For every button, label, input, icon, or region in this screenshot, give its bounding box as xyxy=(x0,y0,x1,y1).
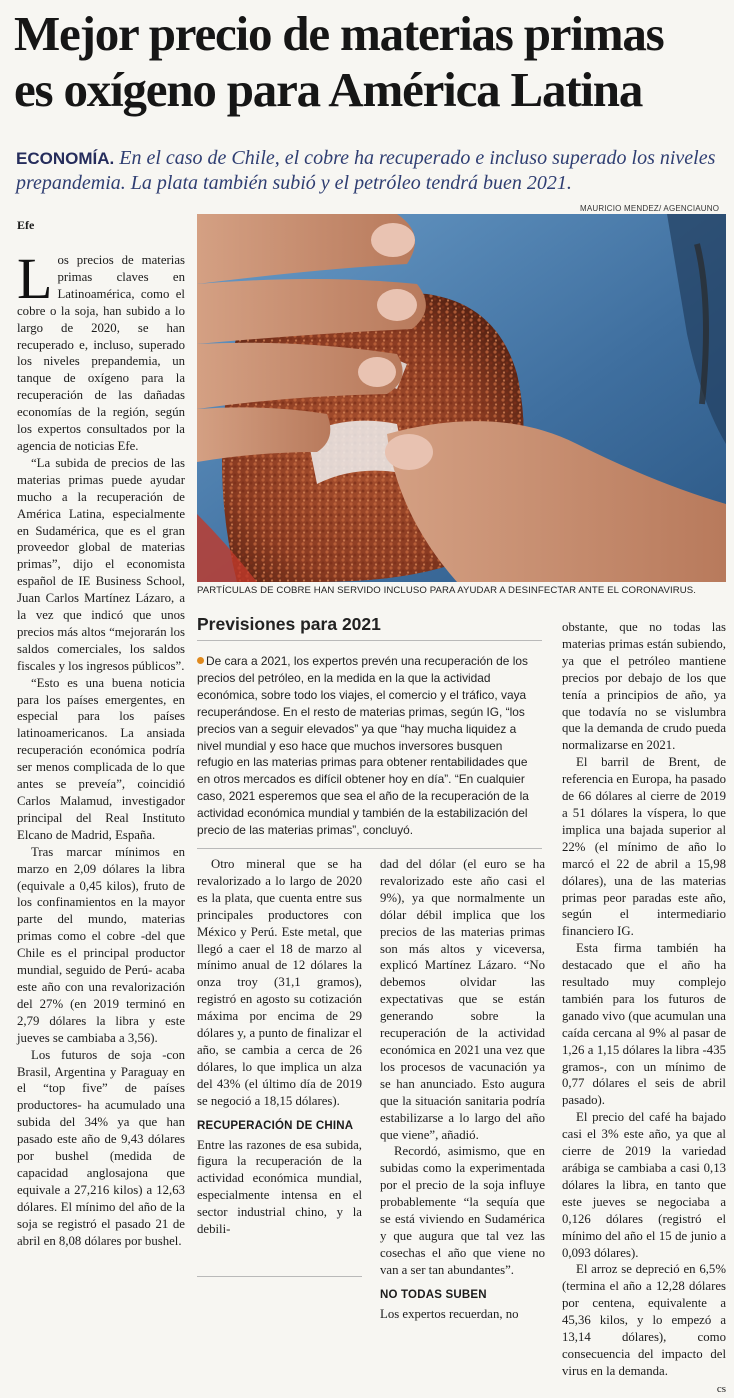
paragraph: El arroz se depreció en 6,5% (termina el año a 12,28 dólares por centena, equivalente a 45,36 kilos, y lo empezó a 13,14 dólares), como consecuencia del impacto del virus en la demanda. xyxy=(562,1262,726,1378)
article-photo xyxy=(197,214,726,582)
section-tag: ECONOMÍA. xyxy=(16,149,115,168)
headline-line-2: es oxígeno para América Latina xyxy=(14,62,643,117)
section-title: Previsiones para 2021 xyxy=(197,614,381,634)
column-4 xyxy=(562,619,726,1398)
paragraph: Los futuros de soja -con Brasil, Argentina y Paraguay en el “top five” de países productores- ha acumulado una subida del 34% ya que han pasado este año de 9,43 dólares por bushel (medida de capacidad anglosajona que equivale a 27,216 kilos) a 12,63 dólares. El mínimo del año de la soja se registró el pasado 21 de abril en 8,08 dólares por bushel. xyxy=(17,1047,185,1248)
paragraph: obstante, que no todas las materias primas están subiendo, ya que el petróleo mantiene precios por debajo de los que tenía a principios de año, ya que todavía no se vislumbra que la demanda de crudo pueda normalizarse en 2021. xyxy=(562,620,726,753)
paragraph: El precio del café ha bajado casi el 3% este año, ya que al cierre de 2019 la variedad arábiga se cambiaba a casi 0,13 dólares la libra, en tanto que este jueves se negociaba a 0,126 dólares (registró el mínimo del año el 15 de junio a 0,093 dólares). xyxy=(562,1110,726,1260)
paragraph: dad del dólar (el euro se ha revalorizado este año casi el 9%), ya que normalmente un dólar débil implica que los precios de las materias primas son más altos y viceversa, explicó Martínez Lázaro. “No debemos olvidar las expectativas que se están generando sobre la recuperación de la actividad económica en 2021 una vez que los procesos de vacunación ya se han anunciado. Esto augura que la situación sanitaria podría estabilizarse a lo largo del año que viene”, añadió. xyxy=(380,857,545,1142)
paragraph: El barril de Brent, de referencia en Europa, ha pasado de 66 dólares al cierre de 2019 a 51 dólares la víspera, lo que implica una bajada superior al 22% (el mínimo de año lo marcó el 22 de abril a 15,98 dólares), una de las materias primas peor paradas este año, según el intermediario financiero IG. xyxy=(562,755,726,939)
paragraph: Los expertos recuerdan, no xyxy=(380,1306,519,1321)
paragraph: “La subida de precios de las materias primas puede ayudar mucho a la recuperación de América Latina, especialmente en Sudamérica, que es el gran proveedor global de materias primas”, dijo el economista español de IE Business School, Juan Carlos Martínez Lázaro, a la vez que indicó que unos precios más altos “mejorarán los saldos comerciales, los saldos fiscales y los ingresos públicos”. xyxy=(17,455,185,673)
headline-line-1: Mejor precio de materias primas xyxy=(14,6,664,61)
column-2 xyxy=(197,856,362,1238)
paragraph: Otro mineral que se ha revalorizado a lo largo de 2020 es la plata, que cuenta entre sus principales productores con México y Perú. Este metal, que llegó a caer el 18 de marzo al mínimo anual de 12 dólares la onza troy (31,1 gramos), registró en agosto su cotización máxima por encima de 29 dólares y, a punto de finalizar el año, se cambia a cerca de 26 dólares, lo que implica un alza del 43% (el último día de 2019 se negoció a 18,15 dólares). xyxy=(197,857,362,1108)
photo-illustration xyxy=(197,214,726,582)
divider xyxy=(197,1276,362,1277)
divider xyxy=(197,640,542,641)
drop-cap: L xyxy=(17,246,53,311)
column-3 xyxy=(380,856,545,1322)
intro-text: De cara a 2021, los expertos prevén una recuperación de los precios del petróleo, en la medida en la que la actividad económica, sobre todo los viajes, el comercio y el tráfico, vaya recuperándose. En el resto de materias primas, según IG, “los precios van a seguir elevados” ya que “hay mucha liquidez a nivel mundial y eso hace que muchos inversores busquen refugio en las materias primas para obtener rentabilidades que en otros mercados es difícil obtener hoy en día”. “En cualquier caso, 2021 esperemos que sea el año de la recuperación de la actividad económica mundial y también de la estabilización del precio de las materias primas”, concluyó. xyxy=(197,654,529,838)
divider xyxy=(197,848,542,849)
photo-credit: MAURICIO MENDEZ/ AGENCIAUNO xyxy=(580,204,720,213)
end-mark: cs xyxy=(716,1382,726,1395)
deck xyxy=(16,146,716,195)
paragraph: Esta firma también ha destacado que el año ha resultado muy complejo también para los futuros de ganado vivo (que acumulan una caída cercana al 9% al pasar de 1,26 a 1,15 dólares la libra -435 gramos-, con un mínimo de 0,77 dólares el seis de abril pasado). xyxy=(562,941,726,1108)
lead-paragraph: Los precios de materias primas claves en Latinoamérica, como el cobre o la soja, han subido a lo largo de 2020, se han recuperado e, incluso, superado los niveles prepandemia, un tanque de oxígeno para la recuperación de las dañadas economías de la región, según los expertos consultados por la agencia de noticias Efe. xyxy=(17,246,185,453)
subhead: NO TODAS SUBEN xyxy=(380,1288,487,1301)
column-1 xyxy=(17,246,185,1249)
byline: Efe xyxy=(17,218,35,232)
intro-block xyxy=(197,653,542,839)
bullet-dot-icon xyxy=(197,657,204,664)
deck-text: En el caso de Chile, el cobre ha recuperado e incluso superado los niveles prepandemia. La plata también subió y el petróleo tendrá buen 2021. xyxy=(16,147,716,194)
subhead: RECUPERACIÓN DE CHINA xyxy=(197,1119,354,1132)
headline xyxy=(14,6,724,118)
photo-caption: PARTÍCULAS DE COBRE HAN SERVIDO INCLUSO PARA AYUDAR A DESINFECTAR ANTE EL CORONAVIRUS. xyxy=(197,585,697,596)
paragraph: Recordó, asimismo, que en subidas como la experimentada por el precio de la soja influye probablemente “la sequía que se está viviendo en Sudamérica y que augura que tal vez las cosechas el año que viene no van a ser tan abundantes”. xyxy=(380,1144,545,1277)
paragraph: “Esto es una buena noticia para los países emergentes, en especial para los países latinoamericanos. La ansiada recuperación económica podría ser menos complicada de lo que antes se preveía”, coincidió Carlos Malamud, investigador principal del Real Instituto Elcano de Madrid, España. xyxy=(17,675,185,842)
paragraph: Entre las razones de esa subida, figura la recuperación de la actividad económica mundial, especialmente intensa en el sector industrial chino, y la debili- xyxy=(197,1137,362,1237)
paragraph: Tras marcar mínimos en marzo en 2,09 dólares la libra (equivale a 0,45 kilos), fruto de los confinamientos en la mayor parte del mundo, materias primas como el cobre -del que Chile es el principal productor mundial, seguido de Perú- acaba este año con una revalorización del 27% (en 2019 terminó en 2,79 dólares la libra y este jueves se cambiaba a 3,56). xyxy=(17,844,185,1045)
